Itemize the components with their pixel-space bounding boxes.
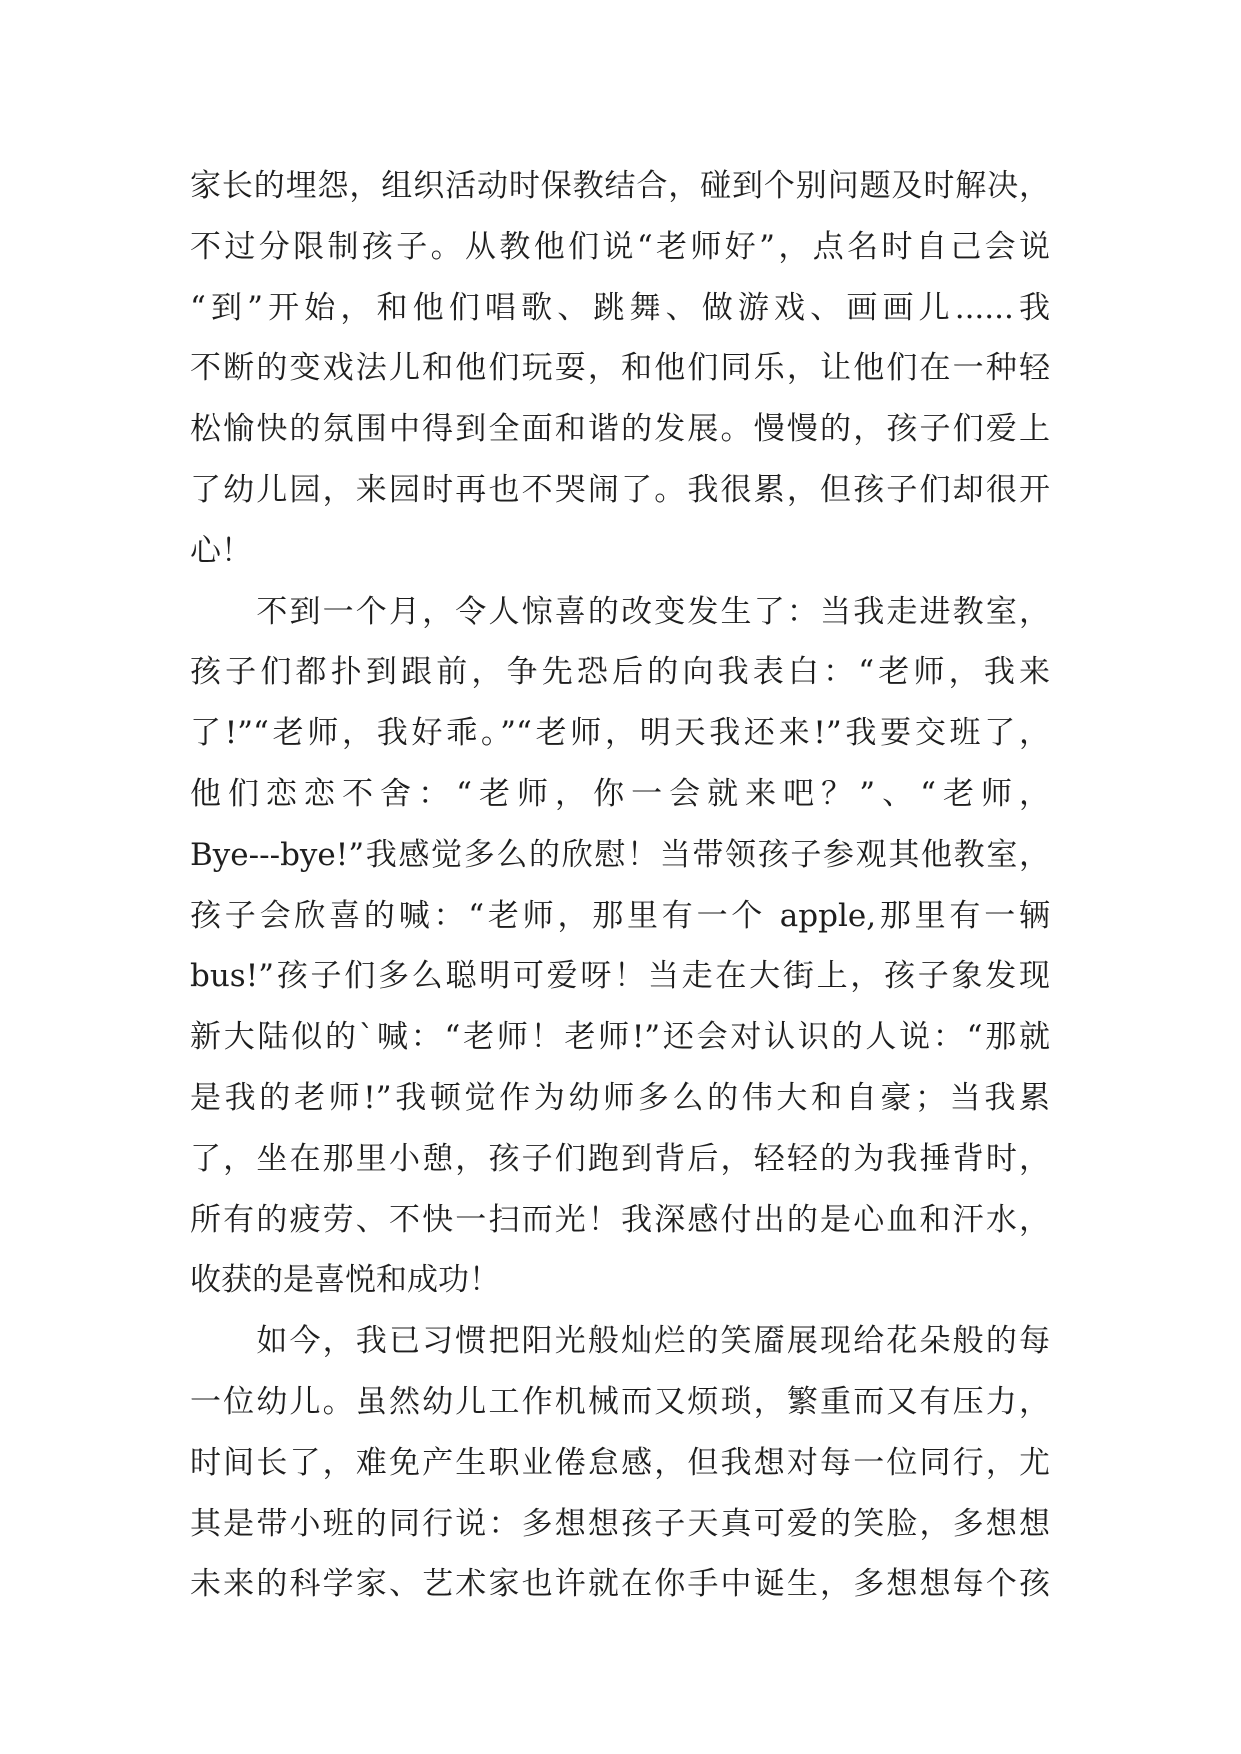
text-line: 了!”“老师，我好乖。”“老师，明天我还来!”我要交班了， [190, 715, 1050, 752]
text-line: 他们恋恋不舍：“老师，你一会就来吧？”、“老师， [190, 775, 1050, 812]
text-line: 其是带小班的同行说：多想想孩子天真可爱的笑脸，多想想 [190, 1505, 1050, 1542]
body-text [190, 156, 1050, 1615]
text-line: 孩子们都扑到跟前，争先恐后的向我表白：“老师，我来 [190, 654, 1050, 691]
text-line: 了，坐在那里小憩，孩子们跑到背后，轻轻的为我捶背时， [190, 1140, 1050, 1177]
text-line: 不到一个月，令人惊喜的改变发生了：当我走进教室， [190, 593, 1050, 630]
text-line: 如今，我已习惯把阳光般灿烂的笑靥展现给花朵般的每 [190, 1323, 1050, 1360]
text-line: 不过分限制孩子。从教他们说“老师好”，点名时自己会说 [190, 228, 1050, 265]
text-line: 是我的老师!”我顿觉作为幼师多么的伟大和自豪；当我累 [190, 1079, 1050, 1116]
text-line: 时间长了，难免产生职业倦怠感，但我想对每一位同行，尤 [190, 1444, 1050, 1481]
text-line: 家长的埋怨，组织活动时保教结合，碰到个别问题及时解决， [190, 168, 1050, 204]
text-line: “到”开始，和他们唱歌、跳舞、做游戏、画画儿......我 [190, 289, 1050, 326]
text-line: Bye---bye!”我感觉多么的欣慰！当带领孩子参观其他教室， [190, 836, 1050, 873]
text-line: 未来的科学家、艺术家也许就在你手中诞生，多想想每个孩 [190, 1566, 1050, 1603]
text-line: 不断的变戏法儿和他们玩耍，和他们同乐，让他们在一种轻 [190, 350, 1050, 387]
text-line: 了幼儿园，来园时再也不哭闹了。我很累，但孩子们却很开 [190, 471, 1050, 508]
text-line: 一位幼儿。虽然幼儿工作机械而又烦琐，繁重而又有压力， [190, 1383, 1050, 1420]
text-line: 孩子会欣喜的喊：“老师，那里有一个 apple,那里有一辆 [190, 897, 1050, 934]
text-line: 松愉快的氛围中得到全面和谐的发展。慢慢的，孩子们爱上 [190, 411, 1050, 448]
text-line: bus!”孩子们多么聪明可爱呀！当走在大街上，孩子象发现 [190, 958, 1050, 995]
text-line: 心！ [190, 532, 252, 569]
text-line: 新大陆似的`喊：“老师！老师!”还会对认识的人说：“那就 [190, 1019, 1050, 1056]
text-line: 收获的是喜悦和成功！ [190, 1262, 500, 1299]
text-line: 所有的疲劳、不快一扫而光！我深感付出的是心血和汗水， [190, 1201, 1050, 1238]
